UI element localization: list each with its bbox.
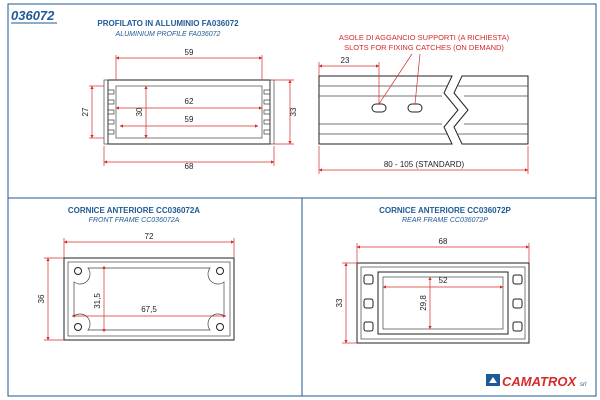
dim-profile-bottom: 68 [184,162,194,171]
dim-front-width: 72 [144,232,154,241]
rear-frame-title: CORNICE ANTERIORE CC036072P [379,206,511,215]
front-frame-drawing [64,258,234,340]
dim-rear-inner-width: 52 [438,276,448,285]
dim-profile-left: 27 [81,107,90,117]
slots-title-it: ASOLE DI AGGANCIO SUPPORTI (A RICHIESTA) [338,33,510,42]
rear-frame-subtitle: REAR FRAME CC036072P [402,217,488,224]
profile-section-drawing [104,80,274,144]
dim-slot-offset: 23 [340,56,350,65]
dim-front-inner-width: 67,5 [141,305,157,314]
profile-subtitle: ALUMINIUM PROFILE FA036072 [115,31,221,38]
dim-rear-height: 33 [335,298,344,308]
fixing-slot-1 [372,104,386,112]
rear-frame-drawing [357,263,529,343]
fixing-slot-2 [408,104,422,112]
profile-side-view [319,76,528,144]
dim-profile-inner-narrow: 59 [184,115,194,124]
dim-profile-top: 59 [184,48,194,57]
profile-title: PROFILATO IN ALLUMINIO FA036072 [97,19,239,28]
dim-rear-width: 68 [438,237,448,246]
dim-slot-length: 80 - 105 (STANDARD) [383,160,465,169]
logo-suffix: srl [580,382,587,388]
dim-profile-inner-height: 30 [135,107,144,117]
camatrox-logo [486,374,587,389]
slots-title-en: SLOTS FOR FIXING CATCHES (ON DEMAND) [344,43,504,52]
dim-profile-right: 33 [289,107,298,117]
logo-brand: CAMATROX [502,374,577,389]
dim-profile-inner-wide: 62 [184,97,194,106]
dim-front-height: 36 [37,294,46,304]
dim-rear-inner-height: 29,8 [419,295,428,311]
drawing-code: 036072 [11,8,55,23]
dim-front-inner-height: 31,5 [93,293,102,309]
front-frame-title: CORNICE ANTERIORE CC036072A [67,206,201,215]
front-frame-subtitle: FRONT FRAME CC036072A [88,217,180,224]
